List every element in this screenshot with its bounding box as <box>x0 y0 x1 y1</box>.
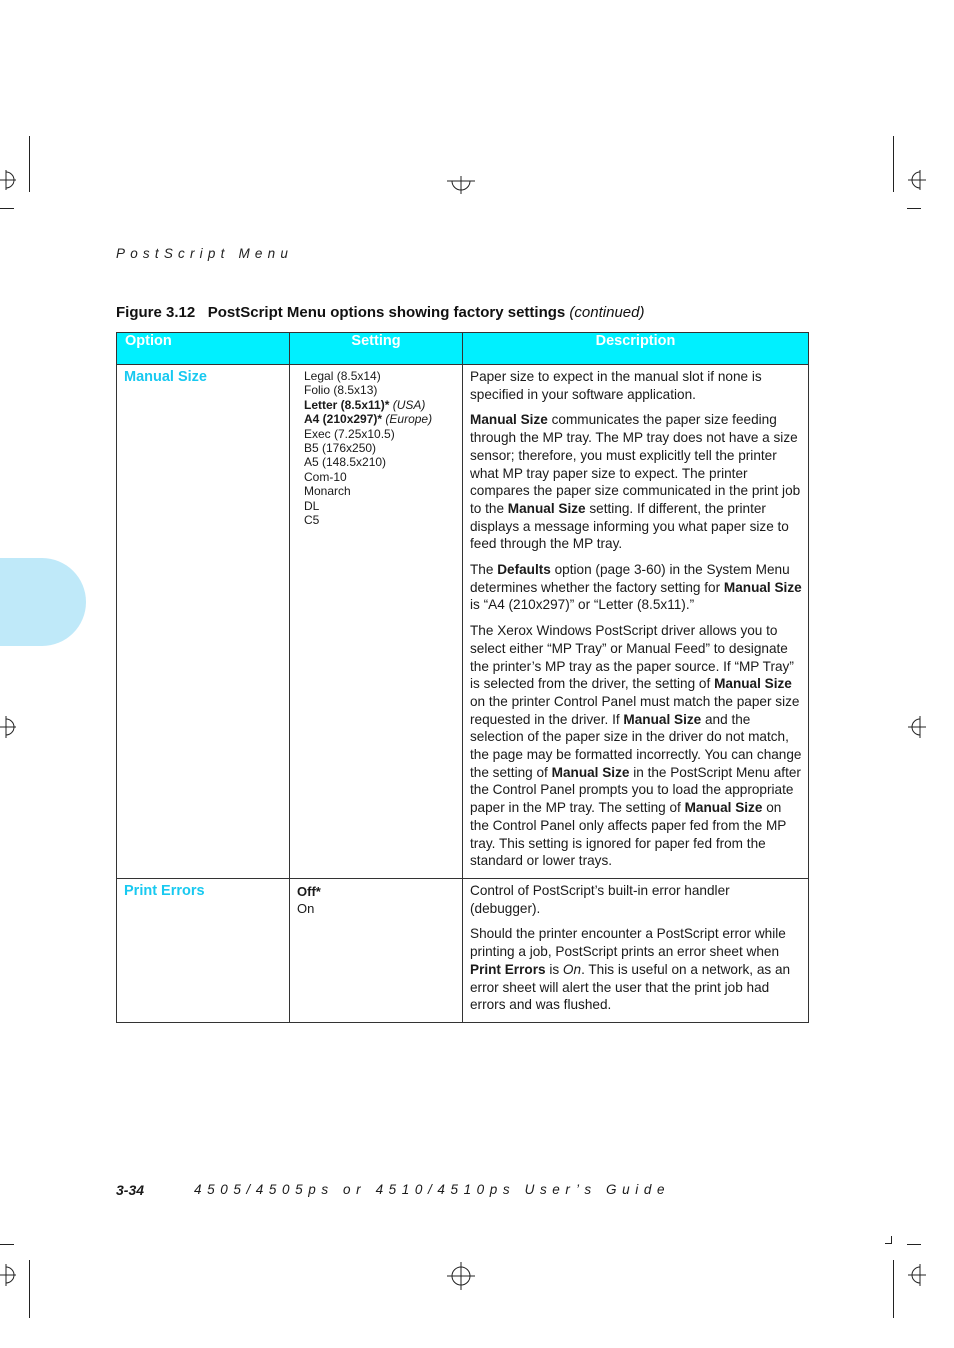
registration-mark-icon <box>0 168 18 192</box>
bold-term: Manual Size <box>723 579 802 595</box>
setting-item: Legal (8.5x14) <box>304 369 381 383</box>
running-head: PostScript Menu <box>116 246 294 261</box>
registration-mark-icon <box>906 168 926 192</box>
crop-mark <box>885 1243 892 1244</box>
text-run: and the selection of the paper size in the driver do not match, the page may be formatted incorrectly. You can change the setting of <box>470 711 802 780</box>
text-run: in the PostScript Menu after the Control Panel prompts you to load the appropriate paper in the MP tray. The setting of <box>470 764 801 816</box>
bold-term: Print Errors <box>470 961 546 977</box>
settings-list <box>290 365 462 527</box>
description-paragraph <box>470 925 802 1014</box>
option-name: Print Errors <box>124 882 205 899</box>
text-run: Control of PostScript’s built-in error handler (debugger). <box>470 882 730 916</box>
bold-term: Manual Size <box>714 676 792 692</box>
table-row <box>117 878 809 1022</box>
table-header-row <box>117 333 809 365</box>
crop-mark <box>0 1244 14 1245</box>
setting-item <box>304 412 462 426</box>
description-paragraph <box>470 882 802 917</box>
text-run: communicates the paper size feeding through the MP tray. The MP tray does not have a size sensor; therefore, you must explicitly tell the printer what MP tray paper size to expect. The printer compares the paper size communicated in the print job to the <box>470 412 801 516</box>
setting-item <box>304 398 462 412</box>
setting-item: On <box>297 901 315 917</box>
text-run: The <box>470 562 498 578</box>
description-paragraph <box>470 411 802 553</box>
settings-list <box>290 879 462 918</box>
setting-default: Letter (8.5x11)* <box>304 397 390 412</box>
bold-term: Manual Size <box>684 800 763 816</box>
description-paragraph <box>470 368 802 403</box>
text-run: option (page 3-60) in the System Menu determines whether the factory setting for <box>470 562 790 595</box>
text-run: Paper size to expect in the manual slot if none is specified in your software application. <box>470 369 762 402</box>
option-cell <box>117 878 290 1022</box>
crop-mark <box>907 1244 921 1245</box>
setting-item: Folio (8.5x13) <box>304 383 378 398</box>
bold-term: Manual Size <box>551 764 630 780</box>
setting-region: (USA) <box>392 397 426 412</box>
text-run: . This is useful on a network, as an error sheet will alert the user that the print job had errors and was flushed. <box>470 961 791 1013</box>
header-option: Option <box>117 333 290 365</box>
setting-item: B5 (176x250) <box>304 441 377 456</box>
page-number: 3-34 <box>116 1182 145 1198</box>
registration-mark-icon <box>906 1262 926 1288</box>
text-run: The Xerox Windows PostScript driver allows you to select either “MP Tray” or Manual Feed” to designate the printer’s MP tray as the paper source. If “MP Tray” is selected from the driver, the setting of <box>470 623 794 692</box>
crop-mark <box>29 136 30 192</box>
bold-term: Manual Size <box>623 711 702 727</box>
setting-default: Off* <box>297 883 321 899</box>
description-cell <box>463 878 809 1022</box>
options-table <box>116 332 809 1023</box>
bold-term: Manual Size <box>470 412 548 428</box>
setting-region: (Europe) <box>385 412 433 427</box>
figure-suffix: (continued) <box>569 304 645 321</box>
crop-mark <box>29 1260 30 1318</box>
description-paragraph <box>470 622 802 870</box>
figure-title: PostScript Menu options showing factory settings <box>207 304 566 321</box>
chapter-tab <box>0 558 86 646</box>
registration-mark-icon <box>447 1262 475 1290</box>
registration-mark-icon <box>906 714 926 740</box>
crop-mark <box>893 1260 894 1318</box>
setting-item: Exec (7.25x10.5) <box>304 426 395 441</box>
figure-caption <box>116 304 644 321</box>
setting-item: Monarch <box>304 484 351 499</box>
figure-label: Figure 3.12 <box>116 304 196 321</box>
registration-mark-icon <box>447 176 475 194</box>
setting-default: A4 (210x297)* <box>304 412 383 427</box>
table-row <box>117 365 809 879</box>
header-description: Description <box>463 333 809 365</box>
description-cell <box>463 365 809 879</box>
header-setting: Setting <box>290 333 463 365</box>
text-run: Should the printer encounter a PostScript error while printing a job, PostScript prints an error sheet when <box>470 926 786 960</box>
text-run: on the Control Panel only affects paper fed from the MP tray. This setting is ignored for paper fed from the standard or lower trays. <box>470 800 787 869</box>
description-text <box>463 365 808 878</box>
crop-mark <box>907 208 921 209</box>
crop-mark <box>0 208 14 209</box>
setting-item: DL <box>304 498 320 513</box>
text-run: on the printer Control Panel must match the paper size requested in the driver. If <box>470 693 800 727</box>
crop-mark <box>893 136 894 192</box>
description-paragraph <box>470 561 802 614</box>
setting-item: C5 <box>304 513 320 528</box>
registration-mark-icon <box>0 714 18 740</box>
setting-item: Com-10 <box>304 469 347 484</box>
text-run: is “A4 (210x297)” or “Letter (8.5x11).” <box>470 597 695 613</box>
description-text <box>463 879 808 1022</box>
setting-item: A5 (148.5x210) <box>304 455 387 470</box>
option-cell <box>117 365 290 879</box>
text-run: setting. If different, the printer displays a message informing you what paper size to feed through the MP tray. <box>470 500 789 552</box>
setting-cell <box>290 365 463 879</box>
bold-term: Defaults <box>497 562 551 578</box>
registration-mark-icon <box>0 1262 18 1288</box>
italic-term: On <box>562 961 582 977</box>
setting-item <box>297 883 462 901</box>
bold-term: Manual Size <box>507 500 586 516</box>
option-name: Manual Size <box>124 369 207 385</box>
text-run: is <box>545 961 563 977</box>
setting-cell <box>290 878 463 1022</box>
guide-title: 4505/4505ps or 4510/4510ps User’s Guide <box>194 1182 671 1197</box>
